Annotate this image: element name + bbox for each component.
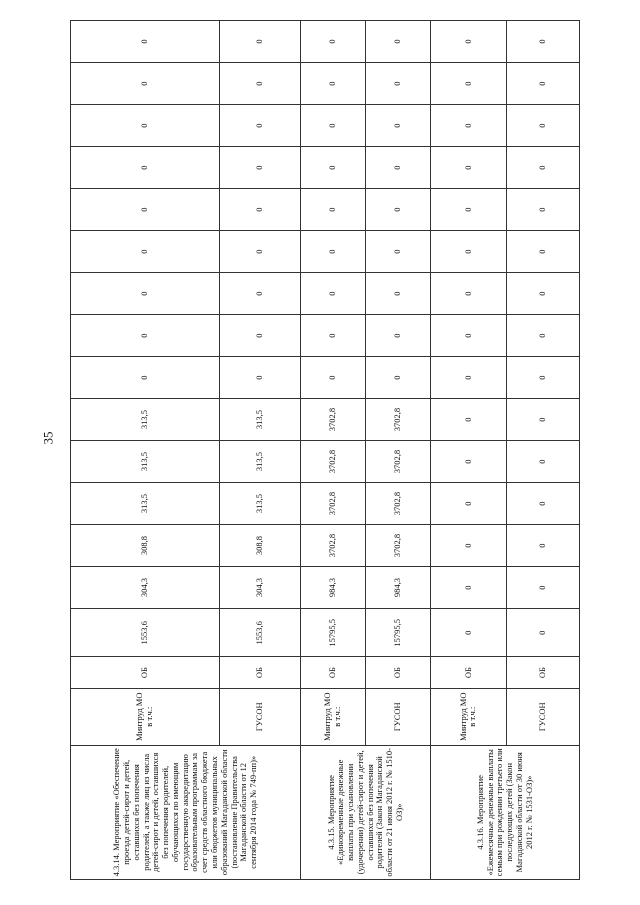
value-cell: 3702,8 (301, 525, 366, 567)
value-cell: 0 (506, 105, 579, 147)
value-cell: 0 (506, 315, 579, 357)
value-cell: 0 (219, 357, 300, 399)
table-row (301, 21, 366, 880)
value-cell: 304,3 (219, 567, 300, 609)
value-cell: 3702,8 (366, 399, 431, 441)
value-cell: 0 (431, 483, 507, 525)
value-cell: 0 (506, 609, 579, 657)
measure-title: 4.3.16. Мероприятие «Ежемесячные денежные выплаты семьям при рождении третьего или последующих детей (Закон Магаданской области от 30 июня 2012 г. № 1531-ОЗ)» (431, 745, 580, 879)
value-cell: 304,3 (71, 567, 220, 609)
value-cell: 0 (506, 231, 579, 273)
value-cell: 0 (301, 105, 366, 147)
value-cell: 0 (506, 357, 579, 399)
value-cell: 0 (366, 273, 431, 315)
value-cell: 0 (366, 231, 431, 273)
value-cell: 0 (431, 231, 507, 273)
value-cell: 984,3 (301, 567, 366, 609)
value-cell: 0 (219, 273, 300, 315)
value-cell: 0 (366, 189, 431, 231)
value-cell: 0 (301, 63, 366, 105)
value-cell: 0 (431, 441, 507, 483)
organization-cell: Минтруд МО в т.ч.: (301, 688, 366, 745)
rotated-table-frame (70, 20, 580, 880)
value-cell: 0 (219, 231, 300, 273)
value-cell: 0 (431, 525, 507, 567)
organization-cell: ГУСОН (506, 688, 579, 745)
value-cell: 0 (301, 189, 366, 231)
value-cell: 0 (506, 483, 579, 525)
value-cell: 0 (431, 567, 507, 609)
value-cell: 0 (301, 315, 366, 357)
value-cell: 0 (366, 315, 431, 357)
funding-source-cell: ОБ (71, 657, 220, 689)
value-cell: 0 (71, 315, 220, 357)
value-cell: 0 (71, 147, 220, 189)
value-cell: 0 (366, 147, 431, 189)
value-cell: 0 (506, 399, 579, 441)
value-cell: 0 (431, 147, 507, 189)
value-cell: 0 (301, 231, 366, 273)
value-cell: 0 (431, 273, 507, 315)
value-cell: 3702,8 (366, 525, 431, 567)
value-cell: 0 (219, 105, 300, 147)
organization-cell: ГУСОН (366, 688, 431, 745)
funding-source-cell: ОБ (431, 657, 507, 689)
value-cell: 984,3 (366, 567, 431, 609)
value-cell: 3702,8 (366, 483, 431, 525)
value-cell: 313,5 (219, 399, 300, 441)
value-cell: 0 (431, 609, 507, 657)
value-cell: 0 (431, 399, 507, 441)
funding-source-cell: ОБ (366, 657, 431, 689)
value-cell: 0 (71, 63, 220, 105)
value-cell: 0 (506, 273, 579, 315)
value-cell: 313,5 (71, 483, 220, 525)
value-cell: 0 (366, 105, 431, 147)
organization-cell: ГУСОН (219, 688, 300, 745)
value-cell: 0 (71, 357, 220, 399)
value-cell: 0 (506, 63, 579, 105)
value-cell: 0 (431, 63, 507, 105)
value-cell: 0 (71, 231, 220, 273)
value-cell: 0 (71, 105, 220, 147)
value-cell: 0 (301, 147, 366, 189)
value-cell: 313,5 (71, 441, 220, 483)
value-cell: 0 (506, 189, 579, 231)
table-row (71, 21, 220, 880)
value-cell: 1553,6 (219, 609, 300, 657)
value-cell: 0 (431, 315, 507, 357)
table-body (71, 21, 580, 880)
value-cell: 3702,8 (366, 441, 431, 483)
value-cell: 0 (301, 21, 366, 63)
value-cell: 0 (431, 357, 507, 399)
value-cell: 0 (366, 63, 431, 105)
value-cell: 0 (219, 315, 300, 357)
value-cell: 3702,8 (301, 399, 366, 441)
organization-cell: Минтруд МО в т.ч.: (431, 688, 507, 745)
value-cell: 0 (506, 567, 579, 609)
value-cell: 0 (366, 21, 431, 63)
page-number: 35 (40, 431, 56, 445)
value-cell: 15795,5 (301, 609, 366, 657)
value-cell: 0 (219, 63, 300, 105)
value-cell: 0 (366, 357, 431, 399)
value-cell: 0 (219, 189, 300, 231)
funding-source-cell: ОБ (301, 657, 366, 689)
value-cell: 0 (301, 357, 366, 399)
value-cell: 0 (431, 105, 507, 147)
value-cell: 0 (219, 147, 300, 189)
value-cell: 313,5 (219, 441, 300, 483)
value-cell: 313,5 (71, 399, 220, 441)
funding-source-cell: ОБ (219, 657, 300, 689)
measure-title: 4.3.15. Мероприятие «Единовременные денежные выплаты при усыновлении (удочерении) детей-сирот и детей, оставшихся без попечения родителей (Закон Магаданской области от 21 июня 2012 г. № 1510-ОЗ)» (301, 745, 431, 879)
value-cell: 0 (506, 441, 579, 483)
table-row (431, 21, 507, 880)
value-cell: 0 (431, 189, 507, 231)
value-cell: 0 (431, 21, 507, 63)
value-cell: 313,5 (219, 483, 300, 525)
value-cell: 0 (506, 525, 579, 567)
value-cell: 0 (219, 21, 300, 63)
value-cell: 3702,8 (301, 483, 366, 525)
value-cell: 0 (301, 273, 366, 315)
value-cell: 15795,5 (366, 609, 431, 657)
value-cell: 1553,6 (71, 609, 220, 657)
value-cell: 0 (71, 273, 220, 315)
organization-cell: Минтруд МО в т.ч.: (71, 688, 220, 745)
value-cell: 0 (506, 21, 579, 63)
funding-source-cell: ОБ (506, 657, 579, 689)
measure-title: 4.3.14. Мероприятие «Обеспечение проезда детей-сирот и детей, оставшихся без попечения родителей, а также лиц из числа детей-сирот и детей, оставшихся без попечения родителей, обучающихся по имеющим государственную аккредитацию образовательным программам за счет средств областного бюджета или бюджетов муниципальных образований Магаданской области (постановление Правительства Магаданской области от 12 сентября 2014 года № 749-пп)» (71, 745, 301, 879)
value-cell: 0 (506, 147, 579, 189)
value-cell: 0 (71, 21, 220, 63)
value-cell: 308,8 (71, 525, 220, 567)
value-cell: 0 (71, 189, 220, 231)
value-cell: 3702,8 (301, 441, 366, 483)
value-cell: 308,8 (219, 525, 300, 567)
budget-table (70, 20, 580, 880)
table-container (70, 20, 580, 880)
